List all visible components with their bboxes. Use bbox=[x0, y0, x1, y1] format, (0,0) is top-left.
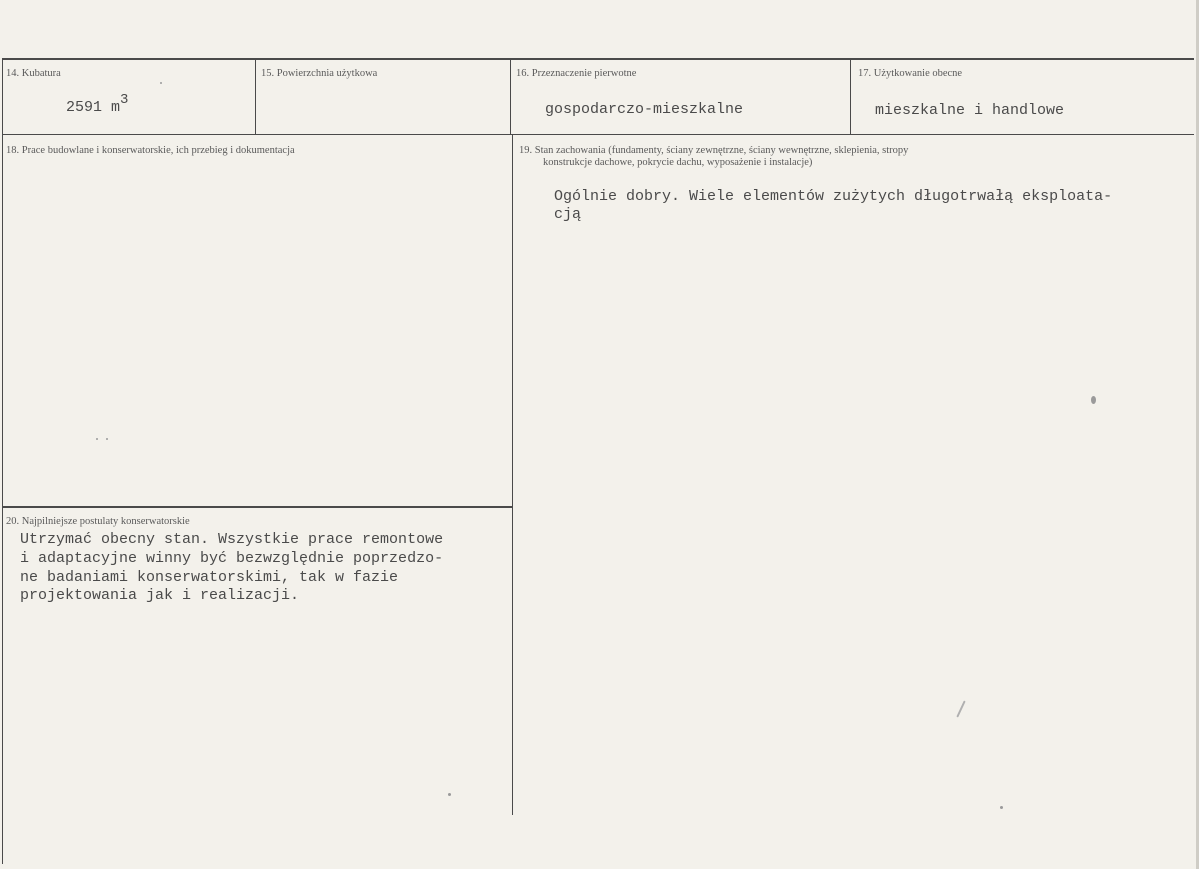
paper-speck bbox=[160, 82, 162, 84]
main-divider bbox=[512, 135, 513, 815]
paper-speck bbox=[106, 438, 108, 440]
top-border-line bbox=[2, 58, 1194, 60]
paper-speck bbox=[1091, 396, 1096, 404]
paper-speck bbox=[1000, 806, 1003, 809]
uzytkowanie-label: 17. Użytkowanie obecne bbox=[858, 68, 963, 79]
stan-zachowania-label-line1: 19. Stan zachowania (fundamenty, ściany zewnętrzne, ściany wewnętrzne, sklepienia, stropy bbox=[519, 145, 909, 156]
row1-divider-2 bbox=[510, 60, 511, 135]
paper-speck bbox=[448, 793, 451, 796]
kubatura-number: 2591 m bbox=[66, 99, 121, 116]
postulaty-label: 20. Najpilniejsze postulaty konserwatorskie bbox=[6, 516, 190, 527]
row1-bottom-line bbox=[2, 134, 1194, 135]
postulaty-text-line4: projektowania jak i realizacji. bbox=[20, 587, 300, 604]
kubatura-label: 14. Kubatura bbox=[6, 68, 61, 79]
stan-zachowania-text-line1: Ogólnie dobry. Wiele elementów zużytych długotrwałą eksploata- bbox=[554, 188, 1113, 205]
przeznaczenie-label: 16. Przeznaczenie pierwotne bbox=[516, 68, 637, 79]
paper-speck bbox=[956, 700, 965, 717]
row1-divider-3 bbox=[850, 60, 851, 135]
uzytkowanie-value: mieszkalne i handlowe bbox=[875, 102, 1065, 119]
przeznaczenie-value: gospodarczo-mieszkalne bbox=[545, 101, 744, 118]
stan-zachowania-text-line2: cją bbox=[554, 206, 582, 223]
row1-divider-1 bbox=[255, 60, 256, 135]
powierzchnia-label: 15. Powierzchnia użytkowa bbox=[261, 68, 378, 79]
paper-speck bbox=[96, 438, 98, 440]
stan-zachowania-label-line2: konstrukcje dachowe, pokrycie dachu, wyposażenie i instalacje) bbox=[543, 157, 813, 168]
postulaty-text-line3: ne badaniami konserwatorskimi, tak w fazie bbox=[20, 569, 399, 586]
left-border-line bbox=[2, 58, 3, 864]
kubatura-exponent: 3 bbox=[120, 92, 129, 108]
kubatura-value bbox=[66, 92, 129, 118]
postulaty-text-line1: Utrzymać obecny stan. Wszystkie prace remontowe bbox=[20, 531, 444, 548]
postulaty-text-line2: i adaptacyjne winny być bezwzględnie poprzedzo- bbox=[20, 550, 444, 567]
section20-top-line bbox=[2, 506, 512, 508]
prace-budowlane-label: 18. Prace budowlane i konserwatorskie, ich przebieg i dokumentacja bbox=[6, 145, 295, 156]
